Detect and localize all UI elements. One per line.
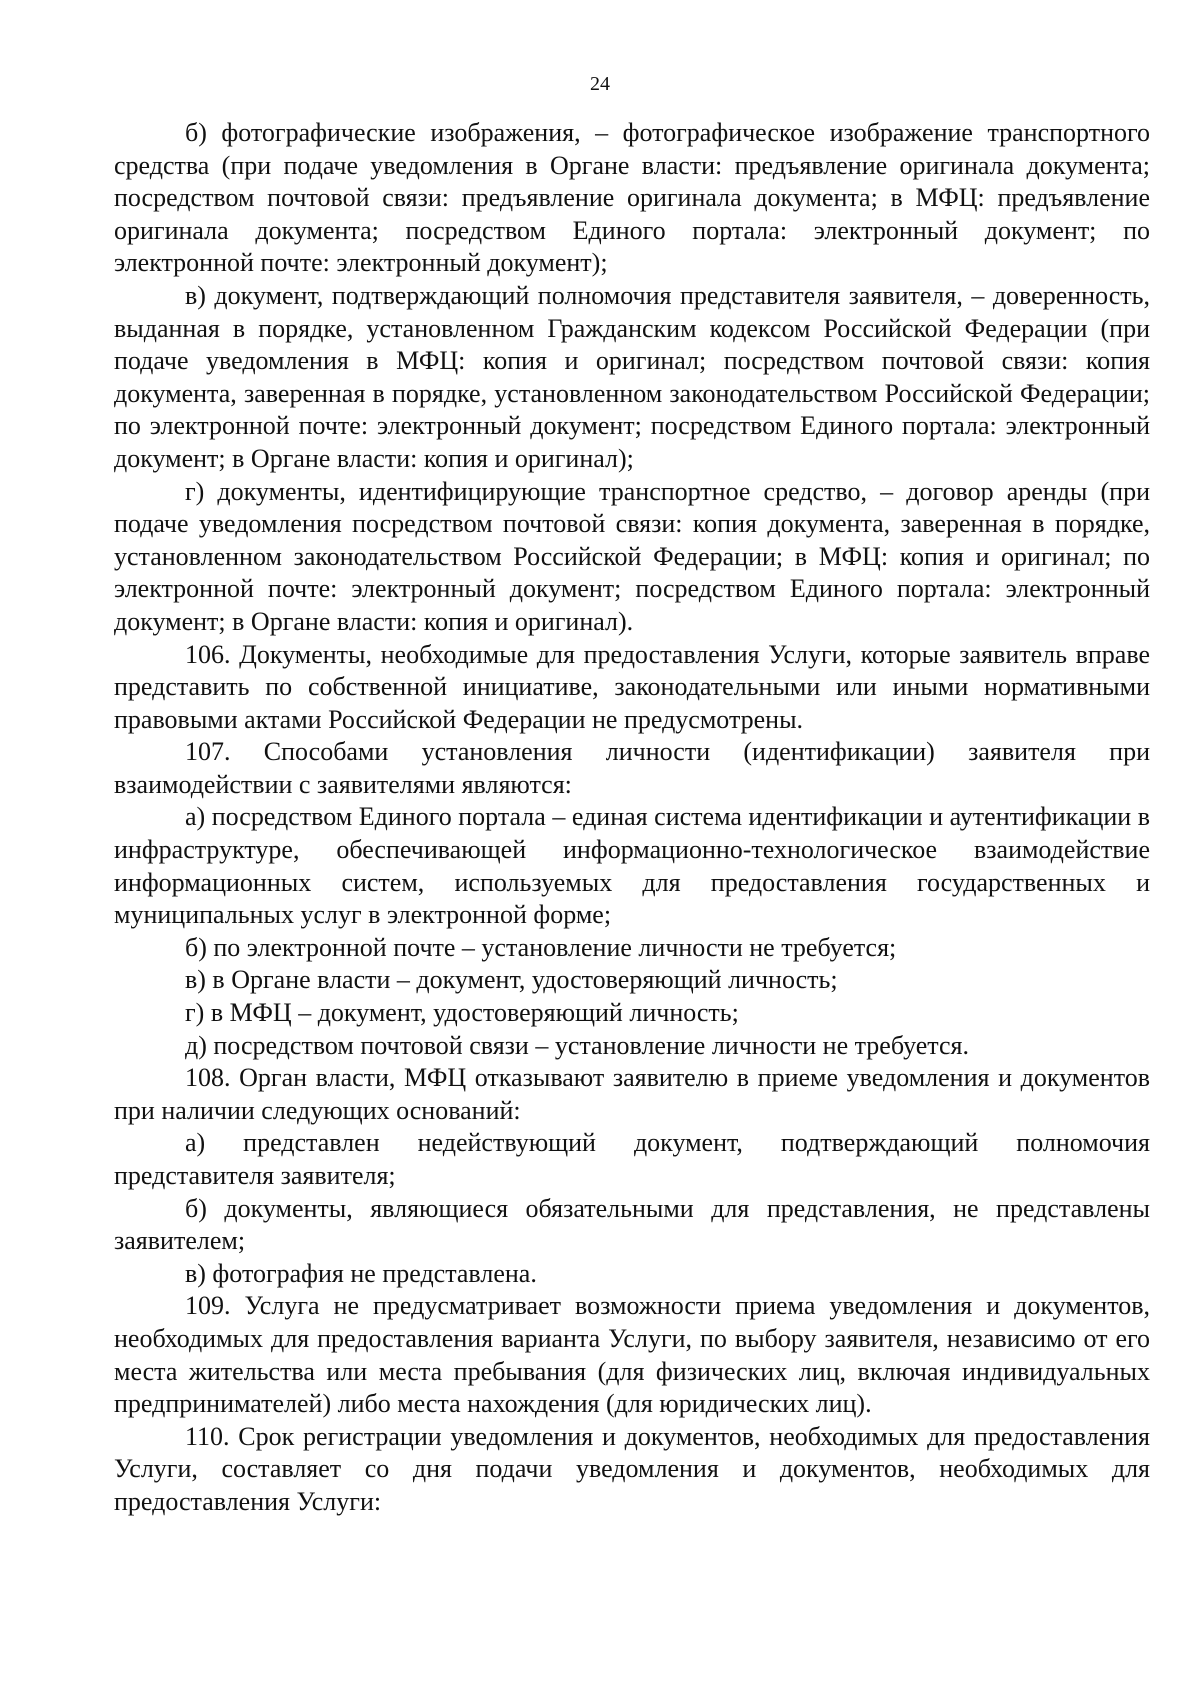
paragraph-109: 109. Услуга не предусматривает возможности приема уведомления и документов, необходимых для предоставления варианта Услуги, по выбору заявителя, независимо от его места жительства или места пребывания (для физических лиц, включая индивидуальных предпринимателей) либо места нахождения (для юридических лиц). [114, 1291, 1150, 1419]
paragraph-107-a: а) посредством Единого портала – единая система идентификации и аутентификации в инфраструктуре, обеспечивающей информационно-технологическое взаимодействие информационных систем, используемых для предоставления государственных и муниципальных услуг в электронной форме; [114, 802, 1150, 930]
paragraph-107-b: б) по электронной почте – установление личности не требуется; [185, 932, 897, 962]
paragraph-108-a: а) представлен недействующий документ, подтверждающий полномочия представителя заявителя; [114, 1128, 1150, 1190]
paragraph-106: 106. Документы, необходимые для предоставления Услуги, которые заявитель вправе представить по собственной инициативе, законодательными или иными нормативными правовыми актами Российской Федерации не предусмотрены. [114, 639, 1150, 734]
paragraph-107: 107. Способами установления личности (идентификации) заявителя при взаимодействии с заявителями являются: [114, 737, 1150, 799]
page-number: 24 [590, 73, 610, 95]
paragraph-108-b: б) документы, являющиеся обязательными для представления, не представлены заявителем; [114, 1193, 1150, 1256]
paragraph-107-g: г) в МФЦ – документ, удостоверяющий личность; [185, 998, 739, 1028]
paragraph-110: 110. Срок регистрации уведомления и документов, необходимых для предоставления Услуги, составляет со дня подачи уведомления и документов, необходимых для предоставления Услуги: [114, 1421, 1150, 1516]
paragraph-108: 108. Орган власти, МФЦ отказывают заявителю в приеме уведомления и документов при наличии следующих оснований: [114, 1063, 1150, 1125]
paragraph-107-v: в) в Органе власти – документ, удостоверяющий личность; [185, 965, 838, 995]
document-body [114, 117, 1150, 1519]
paragraph-b-photos: б) фотографические изображения, – фотографическое изображение транспортного средства (при подаче уведомления в Органе власти: предъявление оригинала документа; посредством почтовой связи: предъявление оригинала документа; в МФЦ: предъявление оригинала документа; посредством Единого портала: электронный документ; по электронной почте: электронный документ); [114, 118, 1150, 278]
paragraph-g-vehicle-documents: г) документы, идентифицирующие транспортное средство, – договор аренды (при подаче уведомления посредством почтовой связи: копия документа, заверенная в порядке, установленном законодательством Российской Федерации; в МФЦ: копия и оригинал; по электронной почте: электронный документ; посредством Единого портала: электронный документ; в Органе власти: копия и оригинал). [114, 476, 1150, 636]
paragraph-107-d: д) посредством почтовой связи – установление личности не требуется. [185, 1030, 969, 1060]
paragraph-108-v: в) фотография не представлена. [185, 1258, 537, 1288]
paragraph-v-power-of-attorney: в) документ, подтверждающий полномочия представителя заявителя, – доверенность, выданная в порядке, установленном Гражданским кодексом Российской Федерации (при подаче уведомления в МФЦ: копия и оригинал; посредством почтовой связи: копия документа, заверенная в порядке, установленном законодательством Российской Федерации; по электронной почте: электронный документ; посредством Единого портала: электронный документ; в Органе власти: копия и оригинал); [114, 280, 1150, 473]
